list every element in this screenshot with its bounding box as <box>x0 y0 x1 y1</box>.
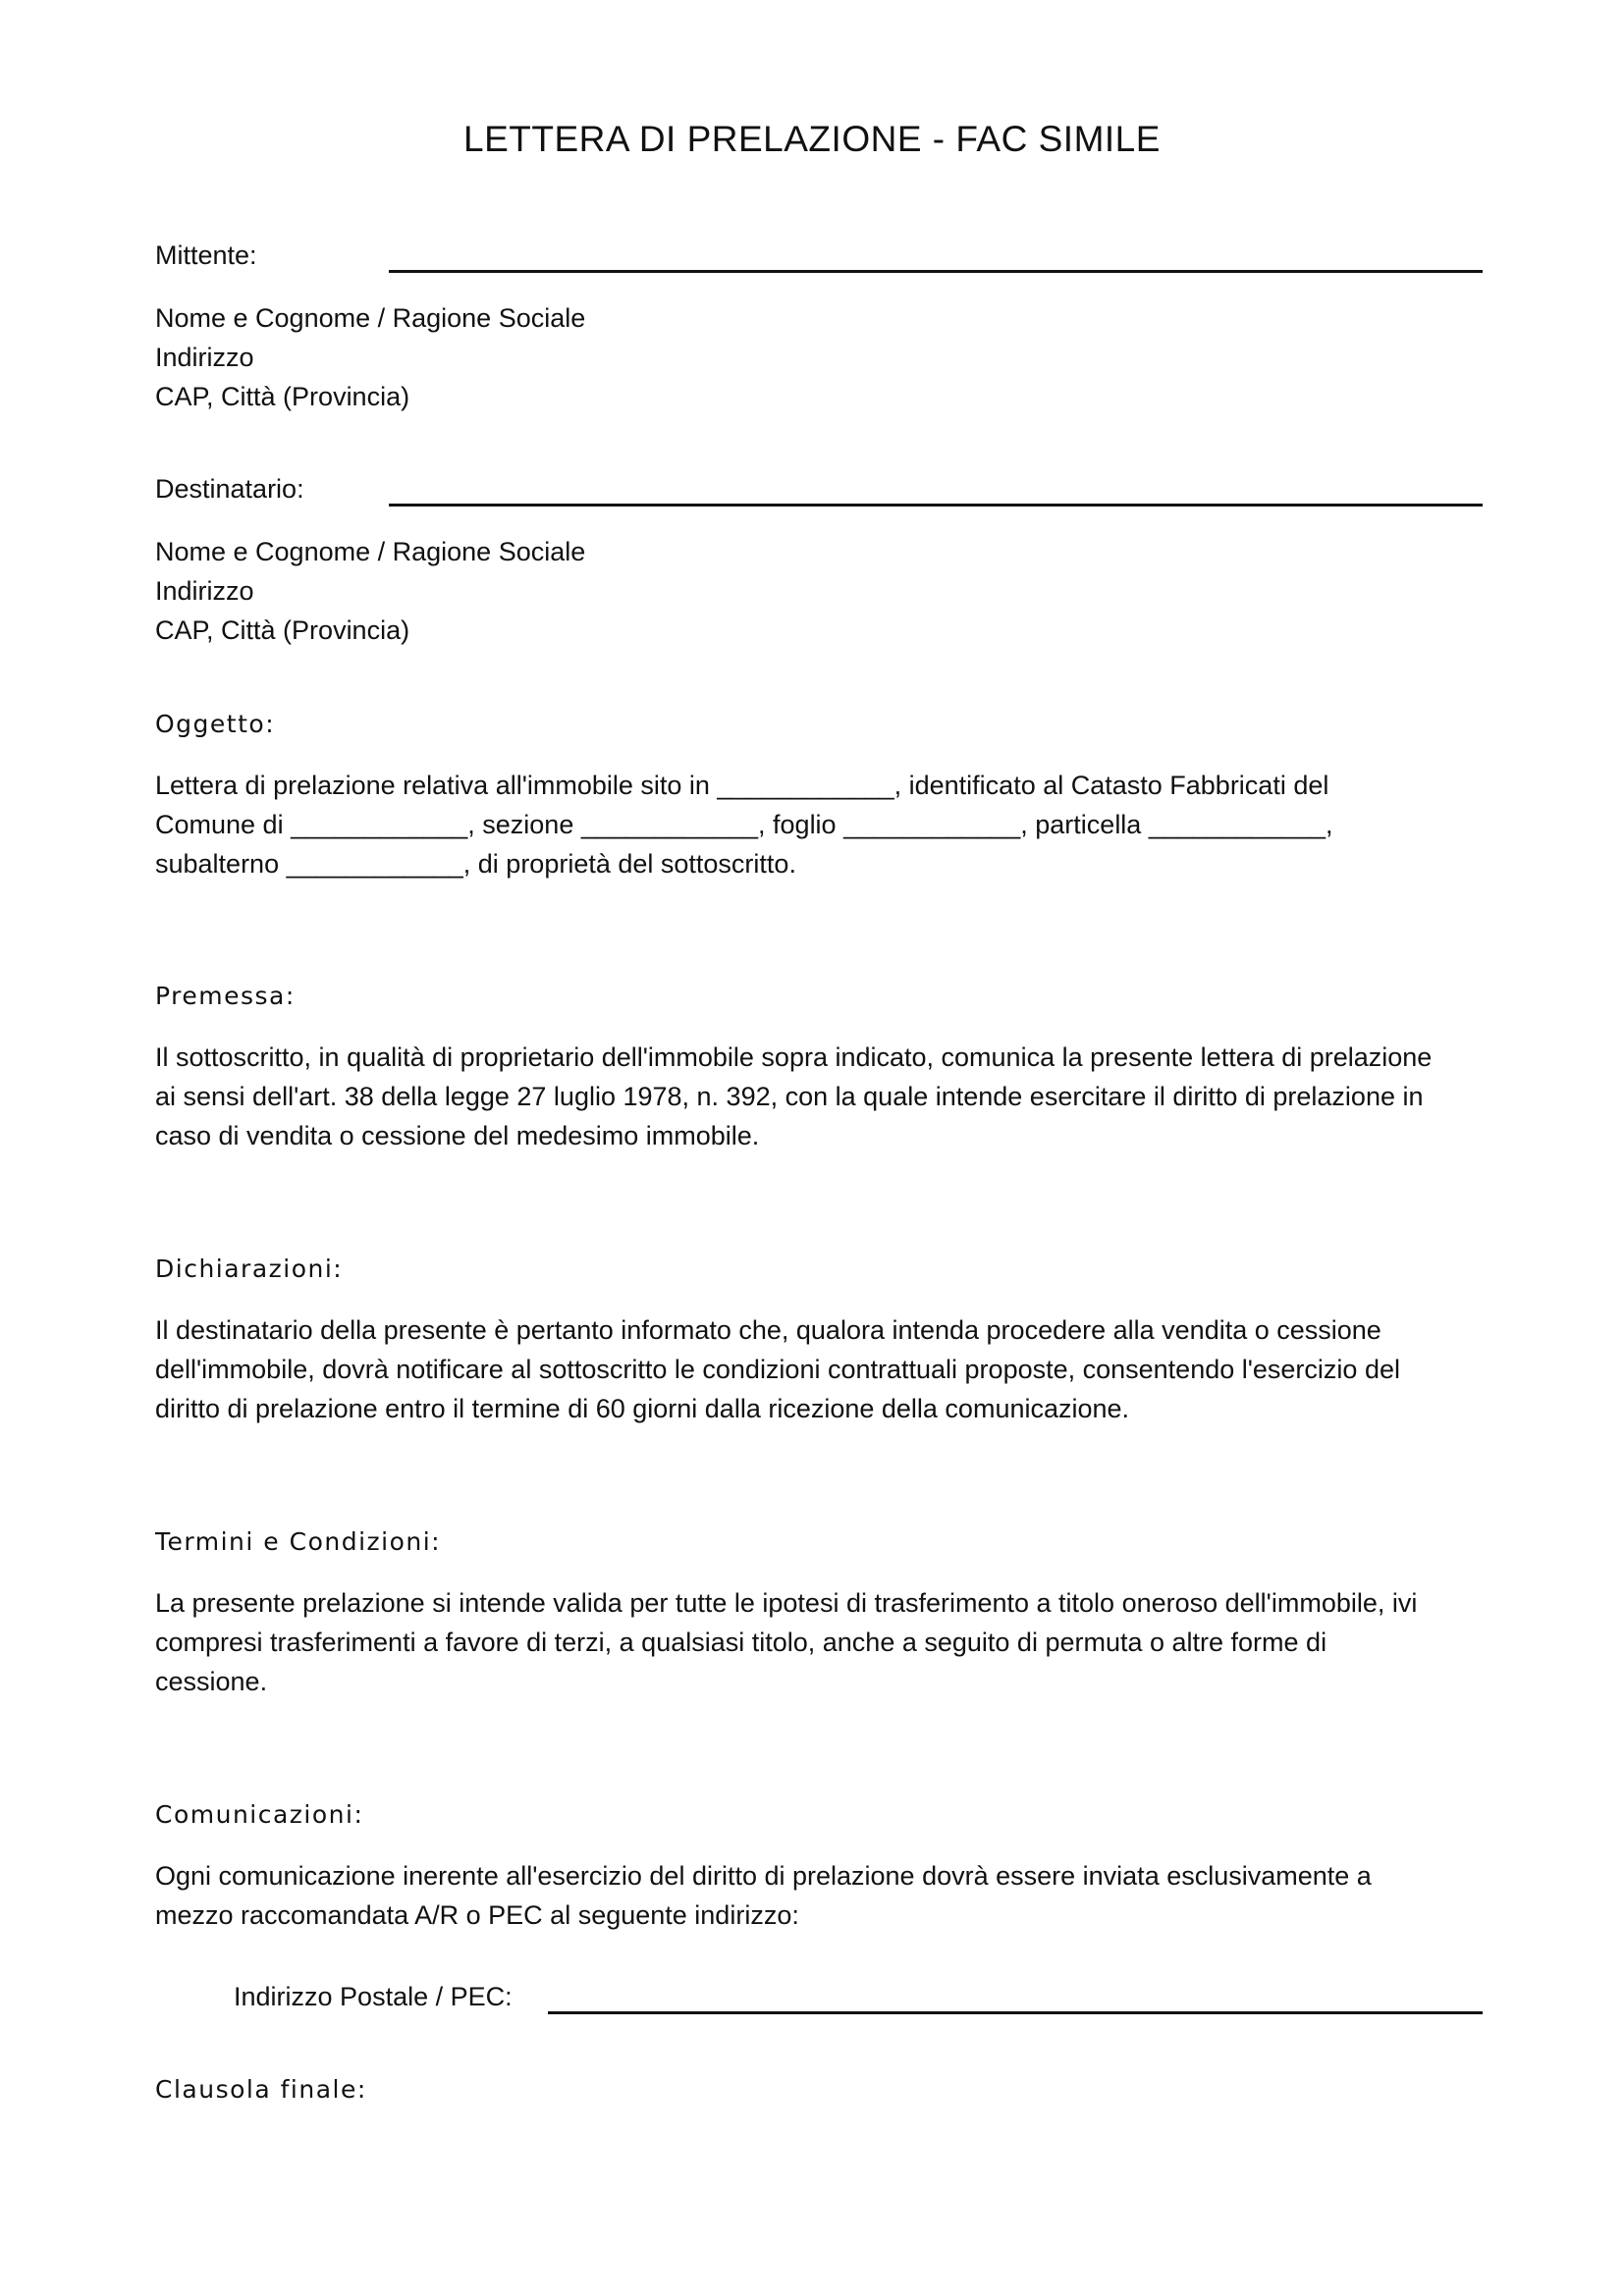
comunicazioni-line: mezzo raccomandata A/R o PEC al seguente indirizzo: <box>155 1900 799 1930</box>
termini-paragraph <box>155 1583 1490 1701</box>
sender-label: Mittente: <box>155 240 257 270</box>
recipient-field-row <box>155 469 1483 508</box>
termini-heading: Termini e Condizioni: <box>155 1527 442 1556</box>
dichiarazioni-line: dell'immobile, dovrà notificare al sottoscritto le condizioni contrattuali proposte, consentendo l'esercizio del <box>155 1355 1400 1384</box>
termini-line: compresi trasferimenti a favore di terzi, a qualsiasi titolo, anche a seguito di permuta o altre forme di <box>155 1628 1327 1657</box>
recipient-name-line: Nome e Cognome / Ragione Sociale <box>155 537 586 566</box>
sender-field-row <box>155 236 1483 275</box>
comunicazioni-line: Ogni comunicazione inerente all'esercizio del diritto di prelazione dovrà essere inviata esclusivamente a <box>155 1861 1372 1891</box>
pec-address-row <box>234 1977 1483 2016</box>
recipient-city-line: CAP, Città (Provincia) <box>155 615 410 645</box>
recipient-blank-line <box>389 504 1483 507</box>
oggetto-line: Lettera di prelazione relativa all'immobile sito in ____________, identificato al Catasto Fabbricati del <box>155 771 1329 800</box>
pec-address-blank-line <box>548 2011 1483 2014</box>
dichiarazioni-heading: Dichiarazioni: <box>155 1255 344 1283</box>
comunicazioni-heading: Comunicazioni: <box>155 1800 364 1829</box>
dichiarazioni-line: Il destinatario della presente è pertanto informato che, qualora intenda procedere alla vendita o cessione <box>155 1315 1381 1345</box>
comunicazioni-paragraph <box>155 1856 1490 1935</box>
premessa-line: ai sensi dell'art. 38 della legge 27 luglio 1978, n. 392, con la quale intende esercitare il diritto di prelazione in <box>155 1082 1424 1111</box>
oggetto-line: Comune di ____________, sezione ____________, foglio ____________, particella ____________, <box>155 810 1333 839</box>
termini-line: La presente prelazione si intende valida per tutte le ipotesi di trasferimento a titolo oneroso dell'immobile, ivi <box>155 1588 1418 1618</box>
premessa-paragraph <box>155 1038 1490 1155</box>
sender-blank-line <box>389 270 1483 273</box>
premessa-line: Il sottoscritto, in qualità di proprietario dell'immobile sopra indicato, comunica la presente lettera di prelazione <box>155 1042 1433 1072</box>
dichiarazioni-paragraph <box>155 1310 1490 1428</box>
sender-address-line: Indirizzo <box>155 343 254 372</box>
oggetto-paragraph <box>155 766 1490 883</box>
sender-address-block <box>155 298 1483 416</box>
document-title: LETTERA DI PRELAZIONE - FAC SIMILE <box>463 119 1161 159</box>
pec-address-label: Indirizzo Postale / PEC: <box>234 1982 513 2011</box>
recipient-address-block <box>155 532 1483 650</box>
termini-line: cessione. <box>155 1667 268 1696</box>
recipient-label: Destinatario: <box>155 474 304 504</box>
oggetto-heading: Oggetto: <box>155 710 276 738</box>
sender-city-line: CAP, Città (Provincia) <box>155 382 410 411</box>
premessa-heading: Premessa: <box>155 982 296 1010</box>
premessa-line: caso di vendita o cessione del medesimo immobile. <box>155 1121 760 1150</box>
oggetto-line: subalterno ____________, di proprietà del sottoscritto. <box>155 849 796 879</box>
dichiarazioni-line: diritto di prelazione entro il termine di 60 giorni dalla ricezione della comunicazione. <box>155 1394 1130 1423</box>
recipient-address-line: Indirizzo <box>155 576 254 606</box>
clausola-heading: Clausola finale: <box>155 2075 367 2104</box>
sender-name-line: Nome e Cognome / Ragione Sociale <box>155 303 586 333</box>
